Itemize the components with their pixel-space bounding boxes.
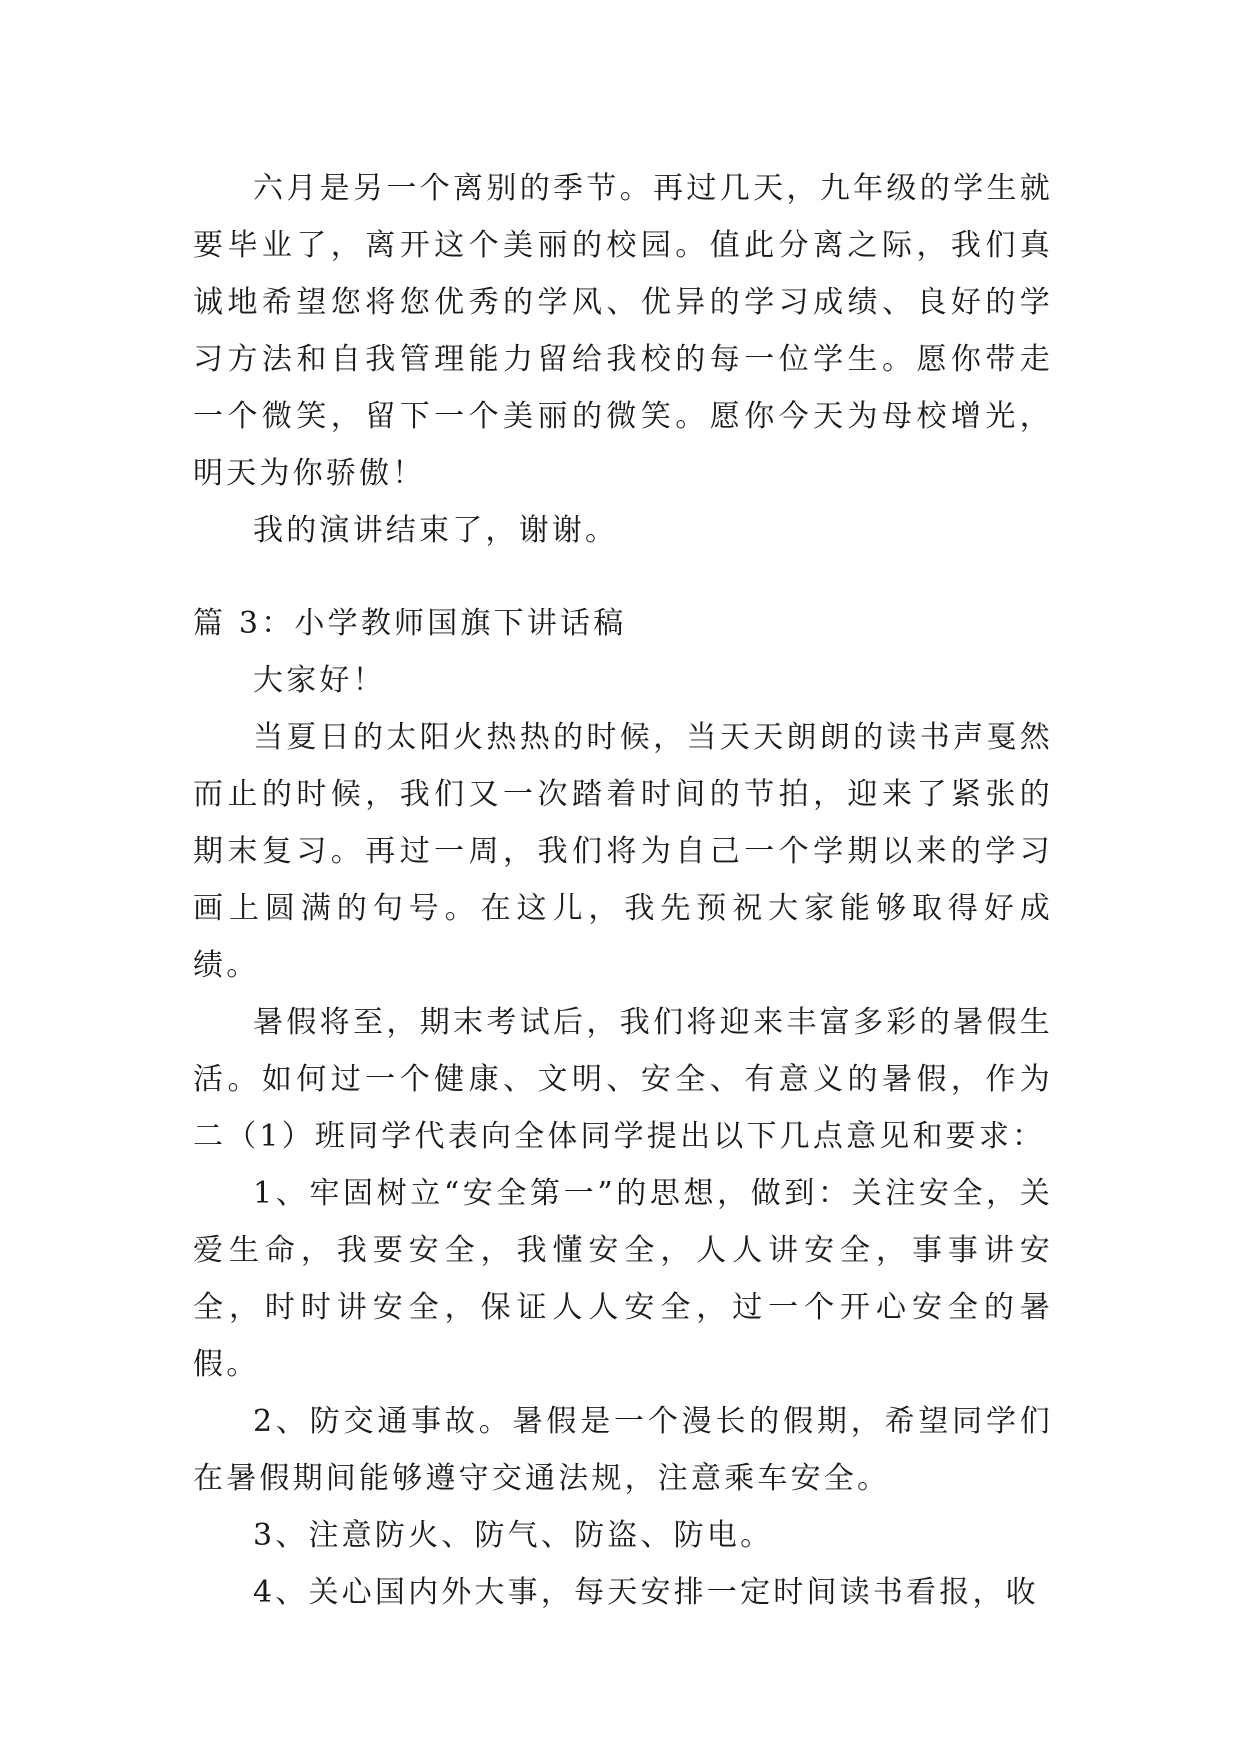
greeting: 大家好！ [253, 663, 386, 698]
list-item-3: 3、注意防火、防气、防盗、防电。 [253, 1518, 774, 1553]
body-paragraph: 暑假将至，期末考试后，我们将迎来丰富多彩的暑假生活。如何过一个健康、文明、安全、有意义的暑假，作为二（1）班同学代表向全体同学提出以下几点意见和要求： [193, 1005, 1053, 1154]
list-item-4: 4、关心国内外大事，每天安排一定时间读书看报，收 [253, 1575, 1039, 1610]
body-paragraph: 当夏日的太阳火热热的时候，当天天朗朗的读书声戛然而止的时候，我们又一次踏着时间的节拍，迎来了紧张的期末复习。再过一周，我们将为自己一个学期以来的学习画上圆满的句号。在这儿，我先预祝大家能够取得好成绩。 [193, 720, 1053, 983]
body-paragraph: 六月是另一个离别的季节。再过几天，九年级的学生就要毕业了，离开这个美丽的校园。值此分离之际，我们真诚地希望您将您优秀的学风、优异的学习成绩、良好的学习方法和自我管理能力留给我校的每一位学生。愿你带走一个微笑，留下一个美丽的微笑。愿你今天为母校增光，明天为你骄傲！ [193, 171, 1053, 491]
section-title: 篇 3：小学教师国旗下讲话稿 [193, 606, 627, 641]
list-item-1: 1、牢固树立“安全第一”的思想，做到：关注安全，关爱生命，我要安全，我懂安全，人人讲安全，事事讲安全，时时讲安全，保证人人安全，过一个开心安全的暑假。 [193, 1176, 1053, 1382]
list-item-2: 2、防交通事故。暑假是一个漫长的假期，希望同学们在暑假期间能够遵守交通法规，注意乘车安全。 [193, 1404, 1053, 1496]
document-page [193, 160, 1053, 1621]
closing-remark: 我的演讲结束了，谢谢。 [253, 513, 619, 548]
